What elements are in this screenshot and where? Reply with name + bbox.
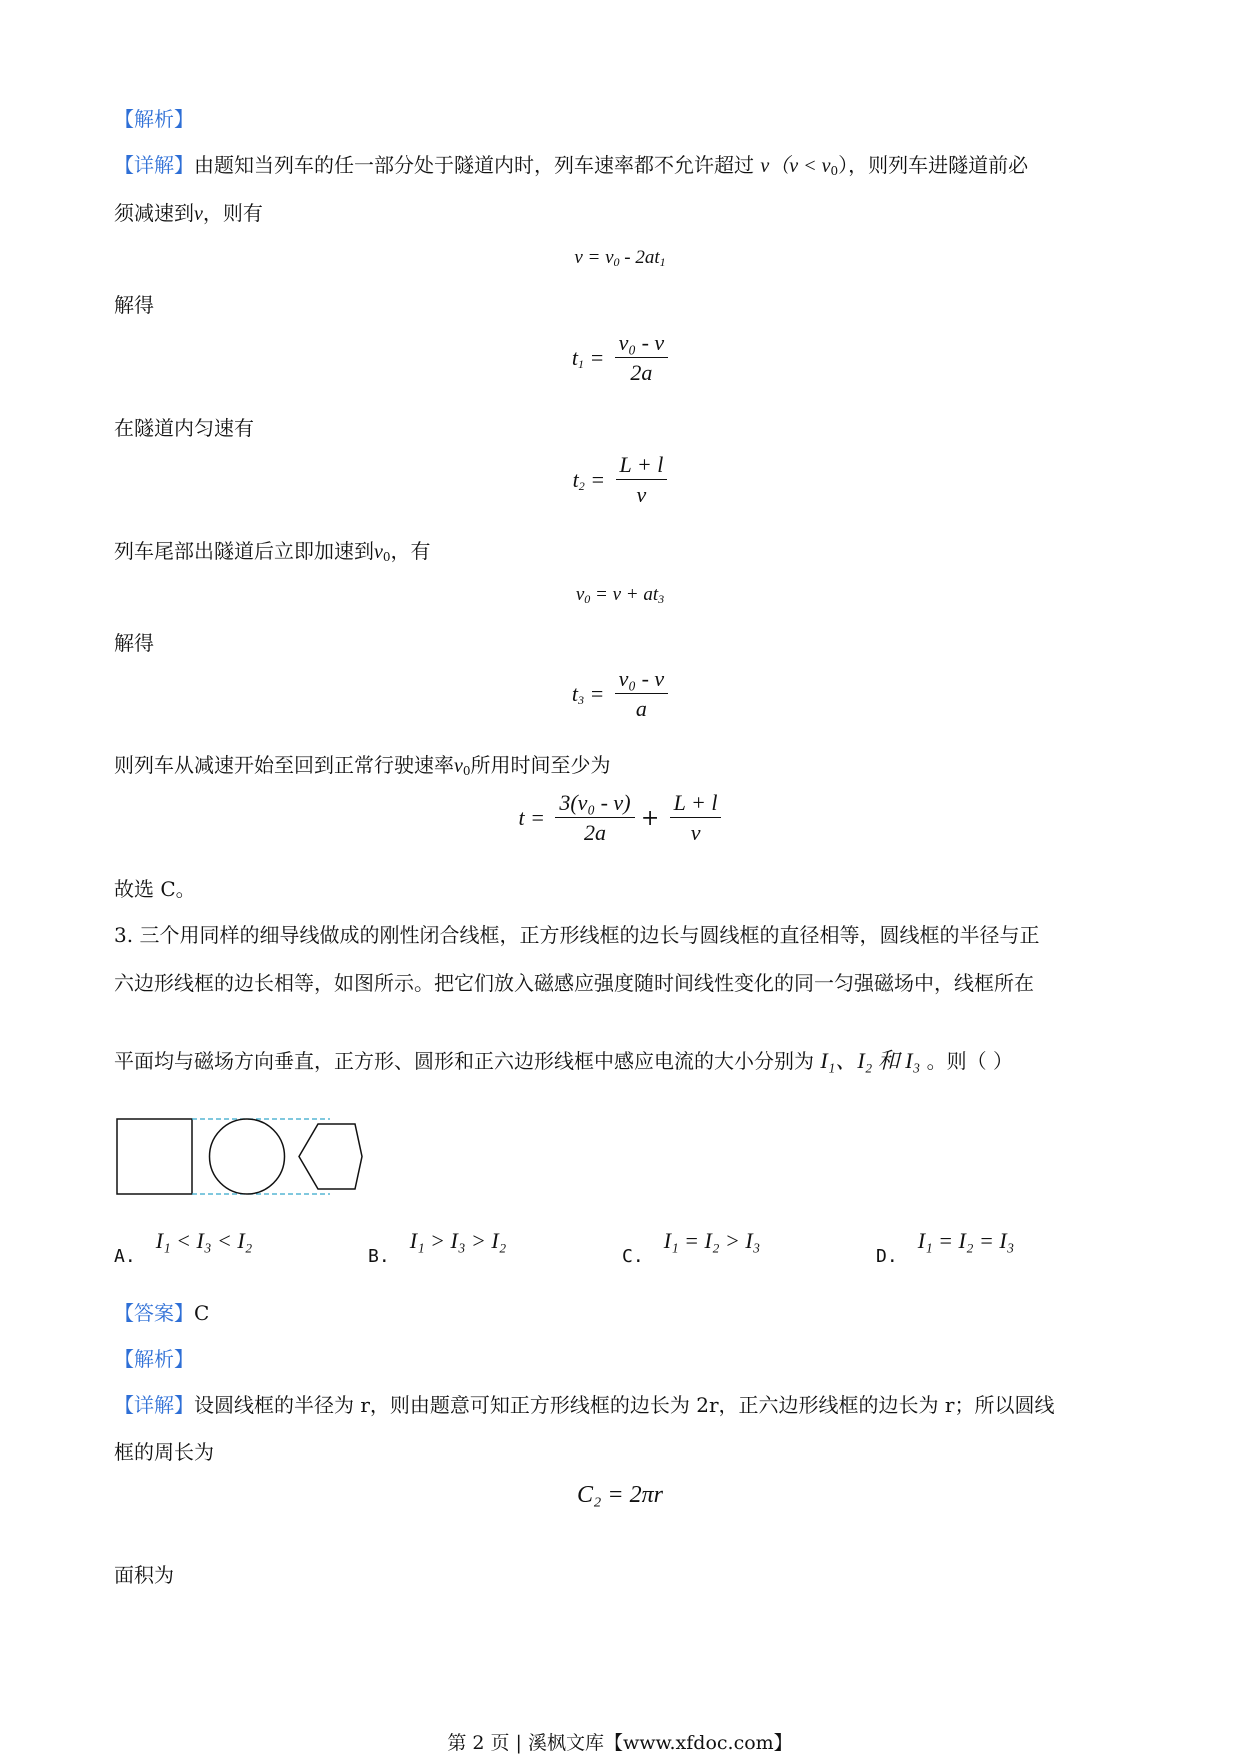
detail-line-2 [114, 200, 263, 227]
eq3-numerator: L + l [616, 452, 668, 480]
option-d-expr: I₁ = I₂ = I₃ [917, 1228, 1015, 1253]
accel-text: 列车尾部出隧道后立即加速到$v_0$，有 [114, 539, 431, 564]
answer-value: C [194, 1301, 210, 1325]
option-b-expr: I₁ > I₃ > I₂ [409, 1228, 507, 1253]
total-var: v [454, 755, 463, 777]
eq2-lhs: t [571, 344, 578, 370]
question3-line-2: 六边形线框的边长相等，如图所示。把它们放入磁感应强度随时间线性变化的同一匀强磁场中，线框所在 [114, 971, 1034, 995]
detail-tag: 【详解】 [114, 153, 194, 177]
accel-tail: ，有 [390, 539, 431, 563]
eq2-denominator: 2a [630, 360, 653, 385]
solve-label-2: 解得 [114, 631, 154, 655]
question3-line-1: 3. 三个用同样的细导线做成的刚性闭合线框，正方形线框的边长与圆线框的直径相等，圆线框的半径与正 [114, 923, 1040, 947]
eq5-denominator: a [635, 696, 647, 721]
page-footer: 第 2 页 | 溪枫文库【www.xfdoc.com】 [447, 1732, 793, 1754]
detail-condition-tail: ），则列车进隧道前必 [838, 153, 1029, 177]
accel-label: 列车尾部出隧道后立即加速到 [114, 539, 374, 563]
eq6-plus: + [640, 805, 660, 831]
frames-figure [113, 1115, 373, 1195]
q3-current-symbols: I₁、I₂ 和 I₃ [820, 1048, 921, 1073]
option-c[interactable] [622, 1228, 760, 1267]
eq1-head: v = v [574, 247, 614, 268]
accel-var: v [374, 541, 383, 563]
square-frame [117, 1119, 192, 1194]
answer-detail-text: 设圆线框的半径为 r，则由题意可知正方形线框的边长为 2r，正六边形线框的边长为 r；所以圆线 [194, 1393, 1055, 1417]
eq4-tail: = v + at [590, 584, 659, 605]
eq6-numerator-1: 3(v₀ - v) [555, 790, 634, 818]
answer-detail-line-2: 框的周长为 [114, 1440, 214, 1464]
option-c-label: C. [622, 1246, 644, 1267]
then-have: ，则有 [202, 201, 263, 225]
circle-frame [210, 1119, 285, 1194]
total-time-text: 则列车从减速开始至回到正常行驶速率$v_0$所用时间至少为 [114, 753, 611, 778]
q3-line3-tail: 。则（ ） [926, 1049, 1014, 1073]
area-text: 面积为 [114, 1563, 174, 1587]
eq3-lhs: t [572, 466, 579, 492]
detail-line-1: 【详解】由题知当列车的任一部分处于隧道内时，列车速率都不允许超过 $v(v < v_0)$，则列车进隧道前必 [114, 153, 1029, 178]
q3-line3-text: 平面均与磁场方向垂直，正方形、圆形和正六边形线框中感应电流的大小分别为 [114, 1049, 814, 1073]
total-tail: 所用时间至少为 [470, 753, 611, 777]
equation-4: $v_0 = v + at_3$ [575, 584, 665, 606]
equation-c2: C₂ = 2πr [577, 1482, 663, 1508]
analysis-tag: 【解析】 [114, 107, 194, 131]
question3-line-3 [114, 1048, 1013, 1074]
answer-detail-line-1 [114, 1392, 1054, 1418]
option-b-label: B. [368, 1246, 390, 1267]
eq4-head: v [575, 584, 585, 605]
option-a-expr: I₁ < I₃ < I₂ [155, 1228, 253, 1253]
answer-line [114, 1300, 209, 1326]
eq5-lhs: t [571, 680, 578, 706]
equation-3: $t_2$ = $\frac{L + l}{v}$ [0, 452, 1240, 508]
eq6-denominator-2: v [690, 820, 701, 845]
answer-tag: 【答案】 [114, 1301, 194, 1325]
option-d-label: D. [876, 1246, 898, 1267]
eq1-tail: - 2at [619, 247, 660, 268]
answer-detail-tag: 【详解】 [114, 1393, 194, 1417]
option-a-label: A. [114, 1246, 136, 1267]
equation-2: $t_1$ = $\frac{\text{v₀ - v}}{2a}$ [0, 330, 1240, 386]
decelerate-text: 须减速到 [114, 201, 194, 225]
equation-5: $t_3$ = $\frac{\text{v₀ - v}}{a}$ [0, 666, 1240, 722]
equation-1: $v = v_0 - 2at_1$ [574, 247, 666, 269]
eq6-lhs: t = [518, 805, 545, 830]
choice-text: 故选 C。 [114, 877, 196, 901]
analysis-tag-2: 【解析】 [114, 1347, 194, 1371]
hexagon-frame [299, 1124, 362, 1189]
option-c-expr: I₁ = I₂ > I₃ [663, 1228, 761, 1253]
eq2-numerator: v₀ - v [615, 330, 669, 358]
eq6-denominator-1: 2a [583, 820, 606, 845]
solve-label-1: 解得 [114, 293, 154, 317]
var-v: v [194, 203, 203, 225]
detail-condition: v（v < v [760, 155, 831, 177]
eq5-numerator: v₀ - v [615, 666, 669, 694]
option-d[interactable] [876, 1228, 1014, 1267]
eq3-denominator: v [636, 482, 647, 507]
option-a[interactable] [114, 1228, 252, 1267]
detail-text: 由题知当列车的任一部分处于隧道内时，列车速率都不允许超过 [194, 153, 754, 177]
option-b[interactable] [368, 1228, 506, 1267]
equation-6 [0, 790, 1240, 846]
eq6-numerator-2: L + l [670, 790, 722, 818]
uniform-text: 在隧道内匀速有 [114, 416, 254, 440]
total-label: 则列车从减速开始至回到正常行驶速率 [114, 753, 454, 777]
